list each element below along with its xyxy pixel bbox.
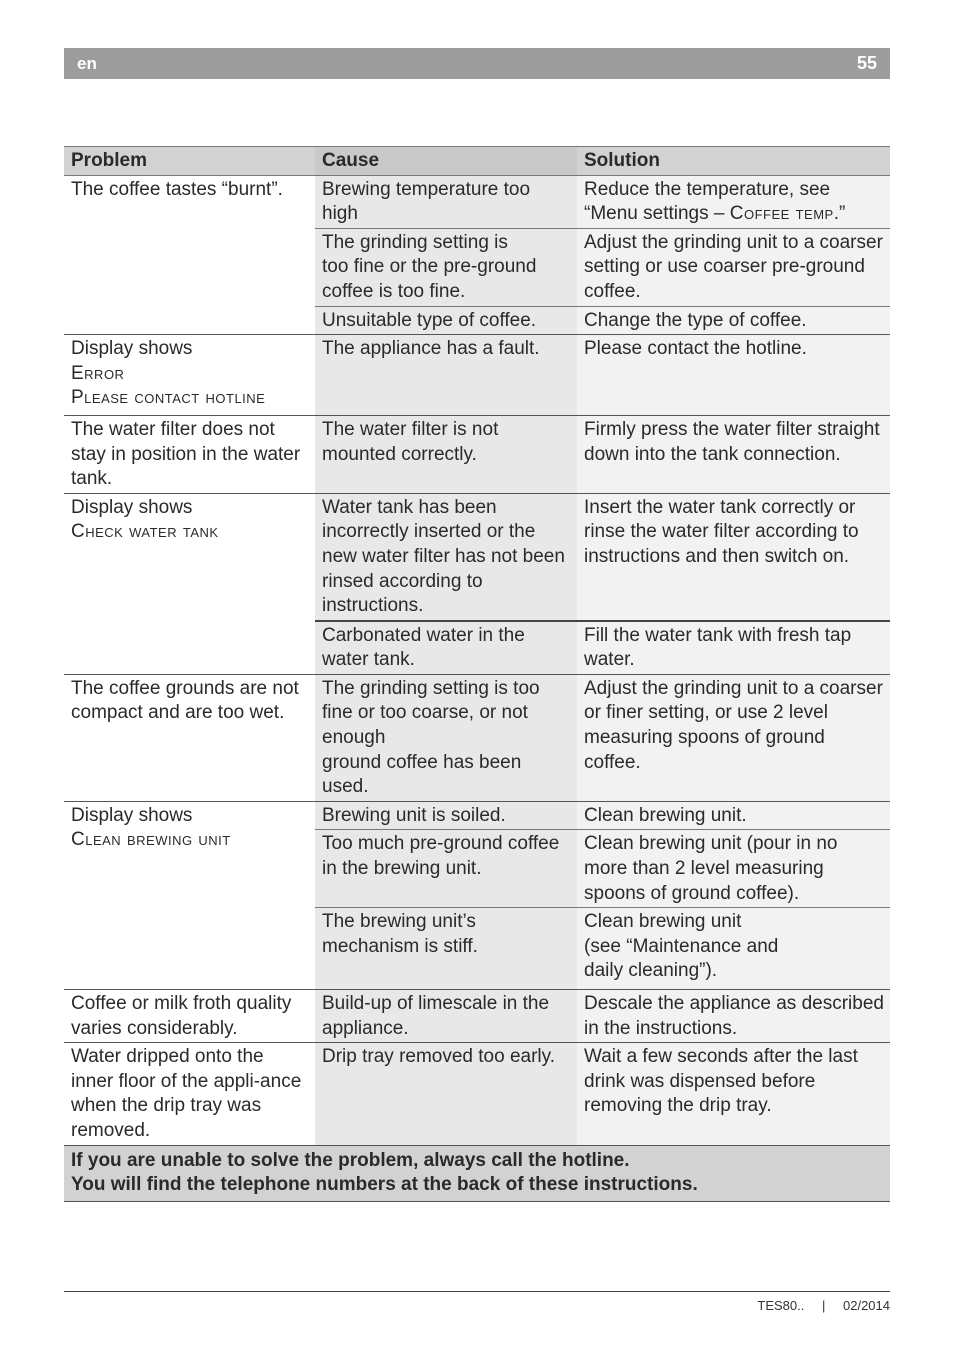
problem-cell xyxy=(64,415,315,493)
problem-text: Coffee or milk froth quality varies considerably. xyxy=(71,993,292,1039)
problem-text: Display shows xyxy=(71,804,193,826)
cause-cell xyxy=(315,175,577,228)
cause-text: Drip tray removed too early. xyxy=(322,1046,556,1068)
hotline-note-line: You will find the telephone numbers at the back of these instructions. xyxy=(71,1174,698,1196)
problem-text: Water dripped onto the inner floor of the appli-ance when the drip tray was removed. xyxy=(71,1046,302,1141)
hotline-note-line: If you are unable to solve the problem, always call the hotline. xyxy=(71,1149,630,1171)
solution-cell xyxy=(577,335,890,416)
solution-text: Fill the water tank with fresh tap water. xyxy=(584,624,852,671)
cause-text: The water filter is not mounted correctly. xyxy=(322,418,499,465)
cause-text: too fine or the pre-ground xyxy=(322,256,537,278)
cause-cell xyxy=(315,908,577,990)
solution-cell xyxy=(577,1043,890,1145)
table-row xyxy=(64,335,890,416)
footer-separator: | xyxy=(821,1298,826,1313)
solution-text: Adjust the grinding unit to a coarser setting or use coarser pre-ground coffee. xyxy=(584,231,883,302)
cause-text: Brewing temperature too high xyxy=(322,178,531,225)
problem-text: The coffee grounds are not compact and are too wet. xyxy=(71,677,299,724)
display-message-error: Error xyxy=(71,362,125,384)
solution-cell xyxy=(577,175,890,228)
problem-text: The water filter does not stay in position in the water tank. xyxy=(71,418,301,490)
cause-text: Brewing unit is soiled. xyxy=(322,804,506,826)
table-footer-row xyxy=(64,1145,890,1201)
problem-text: The coffee tastes “burnt”. xyxy=(71,178,283,200)
cause-cell xyxy=(315,1043,577,1145)
table-row xyxy=(64,415,890,493)
solution-text: Reduce the temperature, see “Menu settings – xyxy=(584,178,831,225)
page-header-bar xyxy=(64,48,890,79)
table-row xyxy=(64,493,890,620)
cause-text: The grinding setting is too fine or too coarse, or not enough xyxy=(322,677,540,749)
problem-cell xyxy=(64,674,315,801)
solution-text: Clean brewing unit xyxy=(584,911,742,933)
solution-text: Please contact the hotline. xyxy=(584,338,807,360)
table-row xyxy=(64,674,890,801)
column-header-solution: Solution xyxy=(577,147,890,176)
cause-cell xyxy=(315,830,577,908)
language-code: en xyxy=(77,54,97,73)
problem-cell xyxy=(64,335,315,416)
cause-text: Water tank has been incorrectly inserted or the new water filter has not been rinsed according to instructions. xyxy=(322,496,565,617)
solution-cell xyxy=(577,621,890,675)
solution-text: .” xyxy=(833,203,846,225)
publication-date: 02/2014 xyxy=(843,1298,890,1313)
solution-text: Wait a few seconds after the last drink was dispensed before removing the drip tray. xyxy=(584,1046,858,1117)
cause-cell xyxy=(315,990,577,1043)
solution-text: Change the type of coffee. xyxy=(584,309,807,331)
solution-text: daily cleaning”). xyxy=(584,960,718,982)
solution-cell xyxy=(577,908,890,990)
solution-text: Firmly press the water filter straight down into the tank connection. xyxy=(584,418,880,465)
display-message-clean-brewing-unit: Clean brewing unit xyxy=(71,829,231,851)
model-number: TES80.. xyxy=(757,1298,805,1313)
solution-text: Insert the water tank correctly or rinse the water filter according to instructions and then switch on. xyxy=(584,496,859,567)
table-row xyxy=(64,990,890,1043)
solution-cell xyxy=(577,228,890,306)
column-header-problem: Problem xyxy=(64,147,315,176)
display-message-check-water-tank: Check water tank xyxy=(71,521,219,543)
problem-cell xyxy=(64,1043,315,1145)
menu-item-coffee-temp: Coffee temp xyxy=(729,203,834,225)
cause-cell xyxy=(315,306,577,335)
solution-cell xyxy=(577,830,890,908)
table-row xyxy=(64,1043,890,1145)
cause-text: The grinding setting is xyxy=(322,231,508,253)
footer-divider xyxy=(64,1291,890,1292)
solution-cell xyxy=(577,990,890,1043)
problem-cell xyxy=(64,990,315,1043)
cause-cell xyxy=(315,228,577,306)
cause-cell xyxy=(315,335,577,416)
column-header-cause: Cause xyxy=(315,147,577,176)
cause-text: Carbonated water in the water tank. xyxy=(322,624,525,671)
cause-cell xyxy=(315,801,577,830)
cause-cell xyxy=(315,674,577,801)
problem-cell xyxy=(64,175,315,335)
solution-cell xyxy=(577,801,890,830)
table-header-row xyxy=(64,147,890,176)
page-number: 55 xyxy=(856,53,877,73)
problem-cell xyxy=(64,801,315,989)
solution-cell xyxy=(577,674,890,801)
problem-cell xyxy=(64,493,315,674)
solution-text: Adjust the grinding unit to a coarser or finer setting, or use 2 level measuring spoons of ground coffee. xyxy=(584,677,883,773)
cause-text: The brewing unit’s mechanism is stiff. xyxy=(322,911,478,957)
hotline-note xyxy=(64,1145,890,1201)
problem-text: Display shows xyxy=(71,338,193,360)
solution-text: Clean brewing unit. xyxy=(584,804,747,826)
cause-cell xyxy=(315,493,577,620)
cause-cell xyxy=(315,415,577,493)
cause-cell xyxy=(315,621,577,675)
solution-cell xyxy=(577,306,890,335)
cause-text: Unsuitable type of coffee. xyxy=(322,309,537,331)
solution-cell xyxy=(577,415,890,493)
cause-text: Too much pre-ground coffee in the brewing unit. xyxy=(322,833,560,880)
solution-text: Clean brewing unit (pour in no more than 2 level measuring spoons of ground coffee). xyxy=(584,833,838,904)
cause-text: ground coffee has been used. xyxy=(322,751,522,798)
solution-text: (see “Maintenance and xyxy=(584,935,779,957)
cause-text: Build-up of limescale in the appliance. xyxy=(322,993,550,1039)
problem-text: Display shows xyxy=(71,496,193,518)
troubleshooting-table xyxy=(64,146,890,1202)
solution-text: Descale the appliance as described in the instructions. xyxy=(584,993,884,1039)
table-row xyxy=(64,175,890,228)
table-row xyxy=(64,801,890,830)
cause-text: The appliance has a fault. xyxy=(322,338,540,360)
cause-text: coffee is too fine. xyxy=(322,280,466,302)
display-message-contact-hotline: Please contact hotline xyxy=(71,387,266,409)
page-footer xyxy=(743,1298,890,1313)
solution-cell xyxy=(577,493,890,620)
